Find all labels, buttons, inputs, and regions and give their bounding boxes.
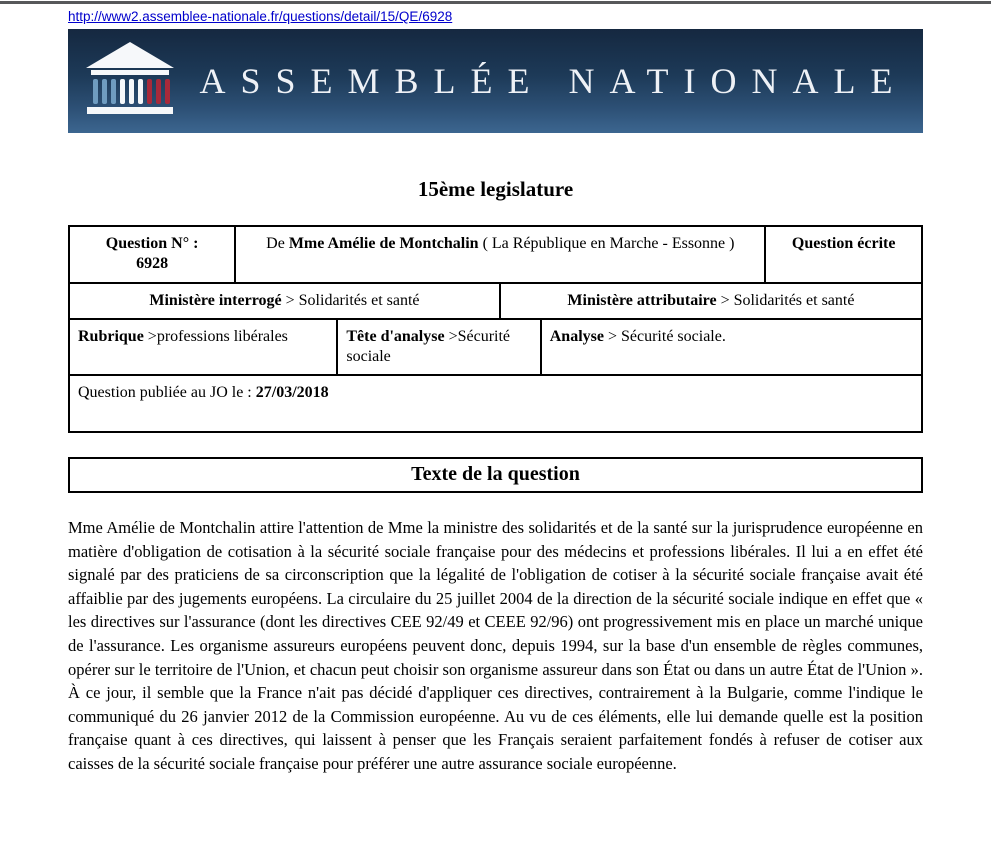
tete-analyse-value: >Sécurité sociale	[346, 328, 511, 365]
publication-cell	[70, 376, 921, 431]
section-title-texte-de-la-question: Texte de la question	[68, 457, 923, 493]
question-type-cell	[764, 227, 921, 282]
ministere-interroge-cell	[70, 284, 499, 318]
analyse-value: > Sécurité sociale.	[603, 328, 726, 345]
ministere-interroge-value: > Solidarités et santé	[281, 292, 420, 309]
question-body-text: Mme Amélie de Montchalin attire l'attention de Mme la ministre des solidarités et de la santé sur la jurisprudence européenne en matière d'obligation de cotisation à la sécurité sociale française pour des médecins et professions libérales. Il lui a en effet été signalé par des praticiens de sa circonscription que la légalité de l'obligation de cotiser à la sécurité sociale française avait été affaiblie par des jugements européens. La circulaire du 25 juillet 2004 de la direction de la sécurité sociale indique en effet que « les directives sur l'assurance (dont les directives CEE 92/49 et CEEE 92/96) ont progressivement mis en place un marché unique de l'assurance. Les organisme assureurs européens peuvent donc, depuis 1994, sur la base d'un ensemble de règles communes, opérer sur le territoire de l'Union, et chacun peut choisir son organisme assureur dans son État ou dans un autre État de l'Union ». À ce jour, il semble que la France n'ait pas décidé d'appliquer ces directives, contrairement à la Bulgarie, comme l'indique le communiqué du 26 janvier 2012 de la Commission européenne. Au vu de ces éléments, elle lui demande quelle est la position française quant à ces directives, qui laissent à penser que les Français seraient parfaitement fondés à refuser de cotiser aux caisses de la sécurité sociale française pour préférer une autre assurance sociale européenne.	[68, 518, 923, 773]
rubrique-value: >professions libérales	[143, 328, 288, 345]
banner-title: ASSEMBLÉE NATIONALE	[199, 61, 908, 101]
question-summary-table	[68, 225, 923, 433]
author-name: Mme Amélie de Montchalin	[288, 235, 479, 252]
assemblee-nationale-logo-icon	[80, 38, 180, 125]
author-suffix: ( La République en Marche - Essonne )	[478, 235, 735, 252]
ministere-attributaire-label: Ministère attributaire	[567, 292, 717, 309]
table-row-classification	[70, 318, 921, 374]
page-url-link[interactable]: http://www2.assemblee-nationale.fr/questions/detail/15/QE/6928	[68, 9, 453, 24]
table-row-ministeres	[70, 282, 921, 318]
page-container	[68, 8, 923, 776]
legislature-heading: 15ème legislature	[417, 177, 574, 201]
assemblee-nationale-banner	[68, 29, 923, 133]
ministere-attributaire-cell	[499, 284, 921, 318]
author-prefix: De	[266, 235, 289, 252]
question-number-value: 6928	[136, 255, 169, 272]
table-row-publication	[70, 374, 921, 431]
analyse-cell	[540, 320, 921, 374]
question-author-cell	[234, 227, 764, 282]
tete-analyse-label: Tête d'analyse	[346, 328, 445, 345]
tete-analyse-cell	[336, 320, 539, 374]
question-type-label: Question écrite	[791, 235, 896, 252]
analyse-label: Analyse	[549, 328, 604, 345]
rubrique-label: Rubrique	[78, 328, 144, 345]
question-number-cell	[70, 227, 234, 282]
question-number-label: Question N° :	[105, 235, 199, 252]
ministere-interroge-label: Ministère interrogé	[149, 292, 282, 309]
publication-label: Question publiée au JO le :	[78, 384, 256, 401]
ministere-attributaire-value: > Solidarités et santé	[716, 292, 855, 309]
publication-date: 27/03/2018	[255, 384, 329, 401]
page-url-line	[68, 8, 923, 26]
rubrique-cell	[70, 320, 336, 374]
window-top-edge	[0, 1, 991, 4]
table-row-question-header	[70, 227, 921, 282]
